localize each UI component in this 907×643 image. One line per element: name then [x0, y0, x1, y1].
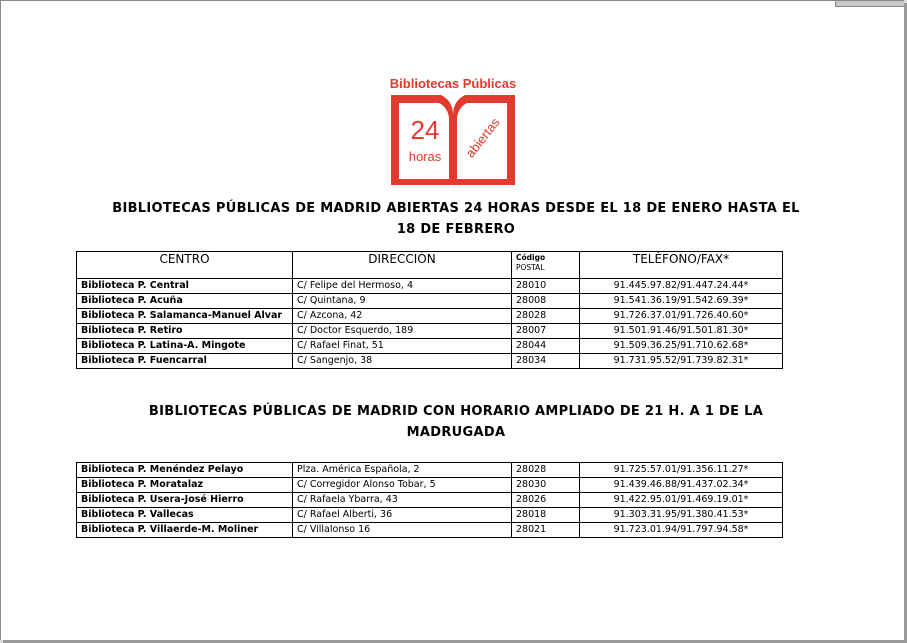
cell-direccion: C/ Quintana, 9	[293, 294, 512, 309]
cell-codigo-postal: 28008	[512, 294, 580, 309]
cell-codigo-postal: 28028	[512, 309, 580, 324]
section2-heading-line1: BIBLIOTECAS PÚBLICAS DE MADRID CON HORARIO AMPLIADO DE 21 H. A 1 DE LA	[148, 404, 764, 419]
libraries-24h-table	[76, 251, 783, 369]
header-direccion: DIRECCIÓN	[293, 252, 512, 279]
cell-centro: Biblioteca P. Usera-José Hierro	[77, 493, 293, 508]
cell-codigo-postal: 28028	[512, 463, 580, 478]
cell-codigo-postal: 28030	[512, 478, 580, 493]
cell-telefono: 91.541.36.19/91.542.69.39*	[580, 294, 783, 309]
table-row	[77, 354, 783, 369]
libraries-extended-hours-table	[76, 462, 783, 538]
logo-number: 24	[410, 115, 440, 145]
cell-telefono: 91.726.37.01/91.726.40.60*	[580, 309, 783, 324]
cell-codigo-postal: 28044	[512, 339, 580, 354]
table-row	[77, 324, 783, 339]
table-row	[77, 279, 783, 294]
bibliotecas-logo	[389, 75, 517, 187]
cell-centro: Biblioteca P. Latina-A. Mingote	[77, 339, 293, 354]
cell-telefono: 91.445.97.82/91.447.24.44*	[580, 279, 783, 294]
header-postal: POSTAL	[516, 263, 545, 272]
cell-codigo-postal: 28026	[512, 493, 580, 508]
table-row	[77, 493, 783, 508]
table-row	[77, 478, 783, 493]
cell-direccion: C/ Rafael Finat, 51	[293, 339, 512, 354]
logo-horas-label: horas	[408, 149, 442, 164]
cell-centro: Biblioteca P. Menéndez Pelayo	[77, 463, 293, 478]
cell-direccion: C/ Corregidor Alonso Tobar, 5	[293, 478, 512, 493]
window-edge-tab	[835, 1, 904, 7]
cell-telefono: 91.731.95.52/91.739.82.31*	[580, 354, 783, 369]
section1-heading-line2: 18 DE FEBRERO	[396, 222, 516, 237]
cell-codigo-postal: 28007	[512, 324, 580, 339]
table-row	[77, 463, 783, 478]
section1-heading-line1: BIBLIOTECAS PÚBLICAS DE MADRID ABIERTAS 24 HORAS DESDE EL 18 DE ENERO HASTA EL	[112, 201, 800, 216]
cell-direccion: C/ Doctor Esquerdo, 189	[293, 324, 512, 339]
header-telefono: TELÉFONO/FAX*	[580, 252, 783, 279]
cell-telefono: 91.439.46.88/91.437.02.34*	[580, 478, 783, 493]
cell-direccion: C/ Villalonso 16	[293, 523, 512, 538]
cell-codigo-postal: 28021	[512, 523, 580, 538]
cell-telefono: 91.303.31.95/91.380.41.53*	[580, 508, 783, 523]
cell-telefono: 91.725.57.01/91.356.11.27*	[580, 463, 783, 478]
table-row	[77, 294, 783, 309]
cell-centro: Biblioteca P. Salamanca-Manuel Alvar	[77, 309, 293, 324]
cell-centro: Biblioteca P. Fuencarral	[77, 354, 293, 369]
cell-codigo-postal: 28018	[512, 508, 580, 523]
table-row	[77, 339, 783, 354]
logo-abiertas-label: abiertas	[462, 114, 503, 161]
logo-title: Bibliotecas Públicas	[389, 76, 517, 91]
table-row	[77, 523, 783, 538]
cell-direccion: C/ Rafael Alberti, 36	[293, 508, 512, 523]
cell-direccion: Plza. América Española, 2	[293, 463, 512, 478]
cell-centro: Biblioteca P. Central	[77, 279, 293, 294]
cell-telefono: 91.509.36.25/91.710.62.68*	[580, 339, 783, 354]
cell-direccion: C/ Rafaela Ybarra, 43	[293, 493, 512, 508]
header-codigo: Código	[516, 253, 546, 262]
cell-direccion: C/ Azcona, 42	[293, 309, 512, 324]
cell-codigo-postal: 28034	[512, 354, 580, 369]
section1-heading	[81, 198, 831, 240]
header-codigo-postal	[512, 252, 580, 279]
cell-centro: Biblioteca P. Villaerde-M. Moliner	[77, 523, 293, 538]
cell-centro: Biblioteca P. Acuña	[77, 294, 293, 309]
cell-direccion: C/ Sangenjo, 38	[293, 354, 512, 369]
cell-centro: Biblioteca P. Vallecas	[77, 508, 293, 523]
section2-heading	[81, 401, 831, 443]
cell-direccion: C/ Felipe del Hermoso, 4	[293, 279, 512, 294]
cell-codigo-postal: 28010	[512, 279, 580, 294]
cell-centro: Biblioteca P. Retiro	[77, 324, 293, 339]
table-row	[77, 309, 783, 324]
cell-centro: Biblioteca P. Moratalaz	[77, 478, 293, 493]
table-header-row	[77, 252, 783, 279]
cell-telefono: 91.422.95.01/91.469.19.01*	[580, 493, 783, 508]
cell-telefono: 91.501.91.46/91.501.81.30*	[580, 324, 783, 339]
section2-heading-line2: MADRUGADA	[406, 425, 506, 440]
header-centro: CENTRO	[77, 252, 293, 279]
cell-telefono: 91.723.01.94/91.797.94.58*	[580, 523, 783, 538]
table-row	[77, 508, 783, 523]
